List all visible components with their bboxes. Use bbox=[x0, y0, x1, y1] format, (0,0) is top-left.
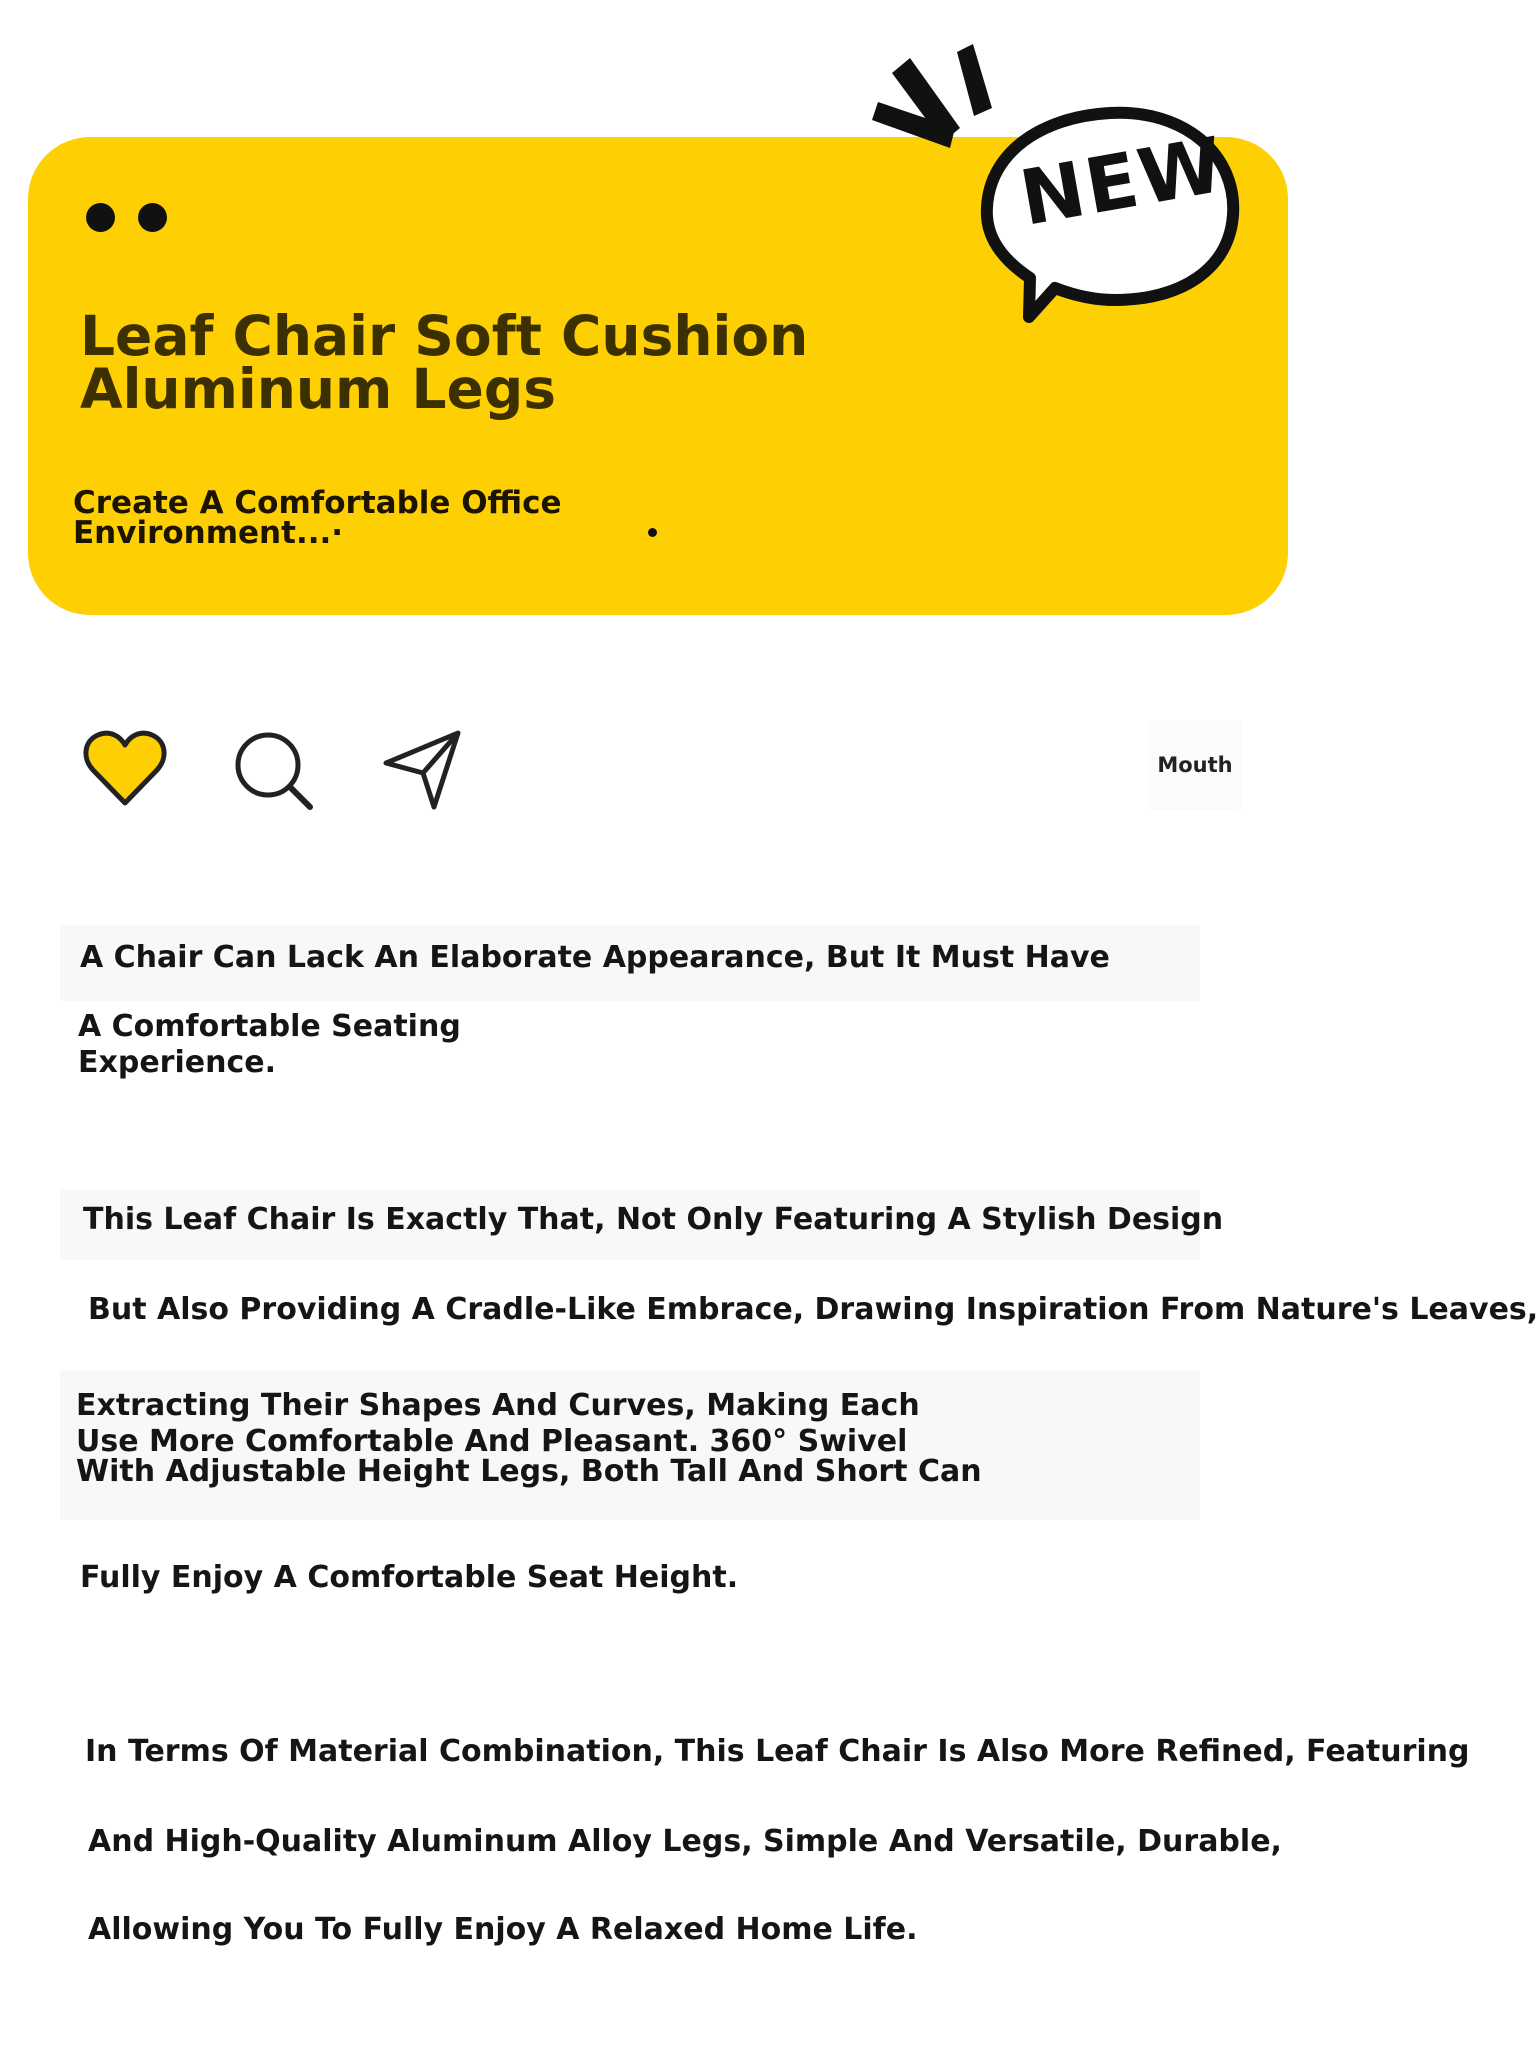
decorative-dot bbox=[648, 528, 657, 537]
dot-2 bbox=[138, 203, 167, 232]
body-line: Use More Comfortable And Pleasant. 360° Swivel bbox=[76, 1424, 908, 1459]
search-icon[interactable] bbox=[228, 725, 318, 815]
body-line: In Terms Of Material Combination, This Leaf Chair Is Also More Refined, Featuring bbox=[85, 1734, 1470, 1769]
subtitle-line-2: Environment...· bbox=[73, 515, 344, 551]
new-badge-text: NEW bbox=[1013, 119, 1232, 243]
subtitle-line-1: Create A Comfortable Office bbox=[73, 485, 562, 521]
body-line: A Chair Can Lack An Elaborate Appearance, But It Must Have bbox=[80, 940, 1110, 975]
body-line: With Adjustable Height Legs, Both Tall And Short Can bbox=[76, 1454, 982, 1489]
body-line: Fully Enjoy A Comfortable Seat Height. bbox=[80, 1560, 739, 1595]
body-line: Experience. bbox=[78, 1045, 276, 1080]
body-line: Allowing You To Fully Enjoy A Relaxed Home Life. bbox=[88, 1912, 918, 1947]
product-subtitle bbox=[73, 485, 633, 551]
title-line-1: Leaf Chair Soft Cushion bbox=[80, 304, 809, 368]
title-line-2: Aluminum Legs bbox=[80, 357, 556, 421]
heart-icon[interactable] bbox=[80, 725, 170, 815]
body-line: A Comfortable Seating bbox=[78, 1009, 461, 1044]
body-line: This Leaf Chair Is Exactly That, Not Only Featuring A Stylish Design bbox=[83, 1202, 1224, 1237]
body-line: And High-Quality Aluminum Alloy Legs, Simple And Versatile, Durable, bbox=[88, 1824, 1282, 1859]
action-bar bbox=[0, 700, 1322, 820]
body-line: But Also Providing A Cradle-Like Embrace, Drawing Inspiration From Nature's Leaves, bbox=[88, 1292, 1538, 1327]
send-icon[interactable] bbox=[378, 725, 468, 815]
mouth-button[interactable]: Mouth bbox=[1148, 720, 1242, 810]
dot-1 bbox=[86, 203, 115, 232]
product-title bbox=[80, 304, 840, 421]
body-line: Extracting Their Shapes And Curves, Making Each bbox=[76, 1388, 920, 1423]
